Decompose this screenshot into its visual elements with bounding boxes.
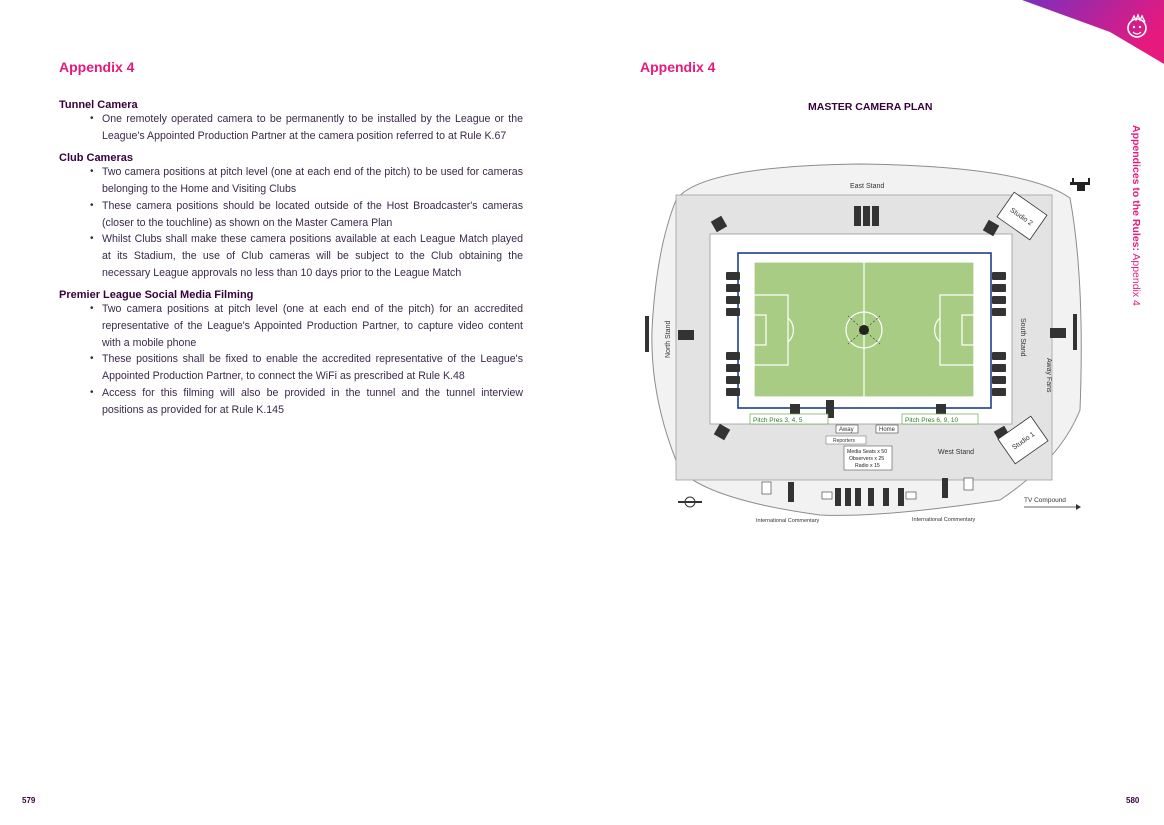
left-page-body xyxy=(59,99,523,426)
away-label: Away xyxy=(839,427,854,433)
aerial-camera-icon xyxy=(678,497,702,507)
tv-compound-label: TV Compound xyxy=(1024,497,1066,504)
radio-label: Radio x 15 xyxy=(855,463,880,469)
side-label-bold: Appendices to the Rules: xyxy=(1130,125,1142,252)
side-section-label xyxy=(1128,125,1142,325)
media-seats-label: Media Seats x 50 xyxy=(847,449,888,455)
bullet-item: • One remotely operated camera to be permanently to be installed by the League or the League's Appointed Production Partner at the camera position referred to at Rule K.67 xyxy=(102,111,523,144)
spidercam-icon xyxy=(859,325,869,335)
bullet-item: • Whilst Clubs shall make these camera positions available at each League Match played at its Stadium, the use of Club cameras will be subject to the Club obtaining the necessary League approvals no less than 10 days prior to the League Match xyxy=(102,231,523,281)
left-page-heading: Appendix 4 xyxy=(59,59,135,75)
bullet-item: • Two camera positions at pitch level (one at each end of the pitch) for an accredited representative of the League's Appointed Production Partner, to capture video content with a mobile phone xyxy=(102,301,523,351)
tv-compound-arrowhead xyxy=(1076,504,1081,510)
intl-commentary-right: International Commentary xyxy=(912,517,976,523)
section-club-cameras xyxy=(59,152,523,281)
away-fans-label: Away Fans xyxy=(1045,358,1052,393)
studio-2-label: Studio 2 xyxy=(1008,206,1034,228)
south-end-camera xyxy=(1050,328,1066,338)
north-stand-platform xyxy=(645,316,649,352)
bullet-item: • These camera positions should be located outside of the Host Broadcaster's cameras (closer to the touchline) as shown on the Master Camera Plan xyxy=(102,198,523,231)
section-title: Tunnel Camera xyxy=(59,99,138,111)
bullet-item: • These positions shall be fixed to enable the accredited representative of the League's Appointed Production Partner, to connect the WiFi as prescribed at Rule K.48 xyxy=(102,351,523,384)
north-stand-label: North Stand xyxy=(665,320,672,358)
right-page-heading: Appendix 4 xyxy=(640,59,716,75)
studio-1-label: Studio 1 xyxy=(1011,431,1037,452)
intl-commentary-left: International Commentary xyxy=(756,518,820,524)
right-page-number: 580 xyxy=(1126,796,1140,805)
bullet-item: • Two camera positions at pitch level (one at each end of the pitch) to be used for cameras belonging to the Home and Visiting Clubs xyxy=(102,164,523,197)
section-title: Premier League Social Media Filming xyxy=(59,289,254,302)
section-tunnel-camera xyxy=(59,99,523,144)
home-label: Home xyxy=(879,427,896,433)
bullet-item: • Access for this filming will also be provided in the tunnel and the tunnel interview positions as provided for at Rule K.145 xyxy=(102,385,523,418)
master-camera-plan-diagram xyxy=(640,160,1090,535)
side-label-light: Appendix 4 xyxy=(1130,253,1142,306)
corner-decoration xyxy=(1010,0,1164,66)
drone-icon xyxy=(1070,178,1090,191)
south-stand-label: South Stand xyxy=(1019,318,1026,357)
section-title: Club Cameras xyxy=(59,152,133,165)
plan-title: MASTER CAMERA PLAN xyxy=(808,101,933,113)
left-page-number: 579 xyxy=(22,796,36,805)
section-social-media-filming xyxy=(59,289,523,418)
observers-label: Observers x 25 xyxy=(849,456,885,462)
reporters-label: Reporters xyxy=(833,438,855,444)
south-stand-platform xyxy=(1073,314,1077,350)
west-stand-label: West Stand xyxy=(938,449,975,456)
east-stand-label: East Stand xyxy=(850,183,885,190)
pitch-pres-left: Pitch Pres 3, 4, 5 xyxy=(753,417,803,424)
north-end-camera xyxy=(678,330,694,340)
pitch-pres-right: Pitch Pres 6, 9, 10 xyxy=(905,417,959,424)
